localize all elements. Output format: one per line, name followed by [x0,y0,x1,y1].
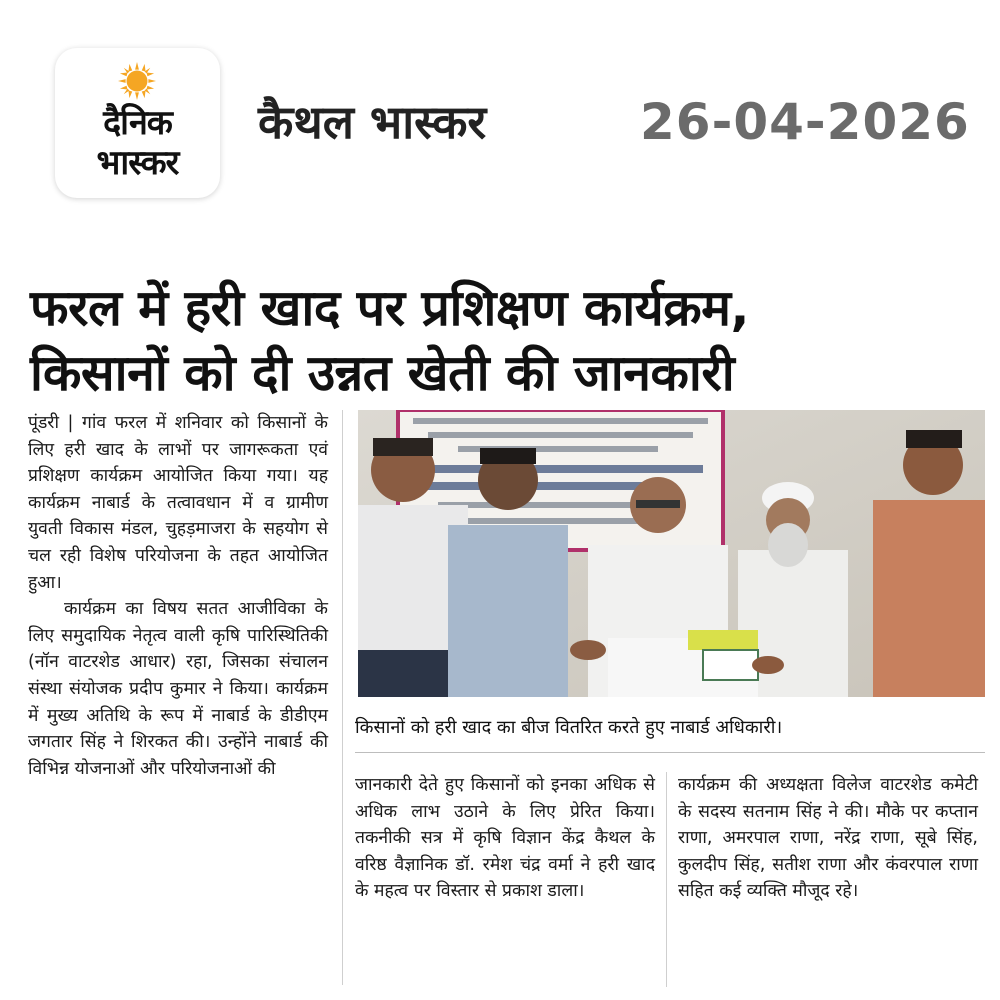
sun-icon [118,62,156,100]
logo-text-line2: भास्कर [96,143,179,183]
column-divider [342,410,343,985]
article-paragraph-3: जानकारी देते हुए किसानों को इनका अधिक से अधिक लाभ उठाने के लिए प्रेरित किया। तकनीकी सत्र में कृषि विज्ञान केंद्र कैथल के वरिष्ठ वैज्ञानिक डॉ. रमेश चंद्र वर्मा ने हरी खाद के महत्व पर विस्तार से प्रकाश डाला। [355,775,655,902]
column-divider [666,772,667,987]
headline-line2: किसानों को दी उन्नत खेती की जानकारी [30,344,735,402]
dainik-bhaskar-logo [55,48,220,198]
news-photo [358,410,985,697]
logo-text-line1: दैनिक [103,103,172,143]
photo-caption: किसानों को हरी खाद का बीज वितरित करते हुए नाबार्ड अधिकारी। [355,717,783,738]
photo-illustration [358,410,985,697]
headline-line1: फरल में हरी खाद पर प्रशिक्षण कार्यक्रम, [30,279,749,337]
article-column-1 [28,410,328,782]
article-paragraph-2: कार्यक्रम का विषय सतत आजीविका के लिए समुदायिक नेतृत्व वाली कृषि पारिस्थितिकी (नॉन वाटरशेड आधार) रहा, जिसका संचालन संस्था संयोजक प्रदीप कुमार ने किया। कार्यक्रम में मुख्य अतिथि के रूप में नाबार्ड के डीडीएम जगतार सिंह ने शिरकत की। उन्होंने नाबार्ड की विभिन्न योजनाओं और परियोजनाओं की [28,599,328,779]
publication-date: 26-04-2026 [640,93,970,151]
caption-rule [355,752,985,753]
article-paragraph-1: पूंडरी | गांव फरल में शनिवार को किसानों के लिए हरी खाद के लाभों पर जागरूकता एवं प्रशिक्षण कार्यक्रम आयोजित किया गया। यह कार्यक्रम नाबार्ड के तत्वावधान में व ग्रामीण युवती विकास मंडल, चुहड़माजरा के सहयोग से चल रही विशेष परियोजना के तहत आयोजित हुआ। [28,413,328,593]
article-column-3 [678,772,978,905]
article-paragraph-4: कार्यक्रम की अध्यक्षता विलेज वाटरशेड कमेटी के सदस्य सतनाम सिंह ने की। मौके पर कप्तान राणा, अमरपाल राणा, नरेंद्र राणा, सूबे सिंह, कुलदीप सिंह, सतीश राणा और कंवरपाल राणा सहित कई व्यक्ति मौजूद रहे। [678,775,978,902]
article-column-2 [355,772,655,905]
edition-title: कैथल भास्कर [258,95,487,149]
